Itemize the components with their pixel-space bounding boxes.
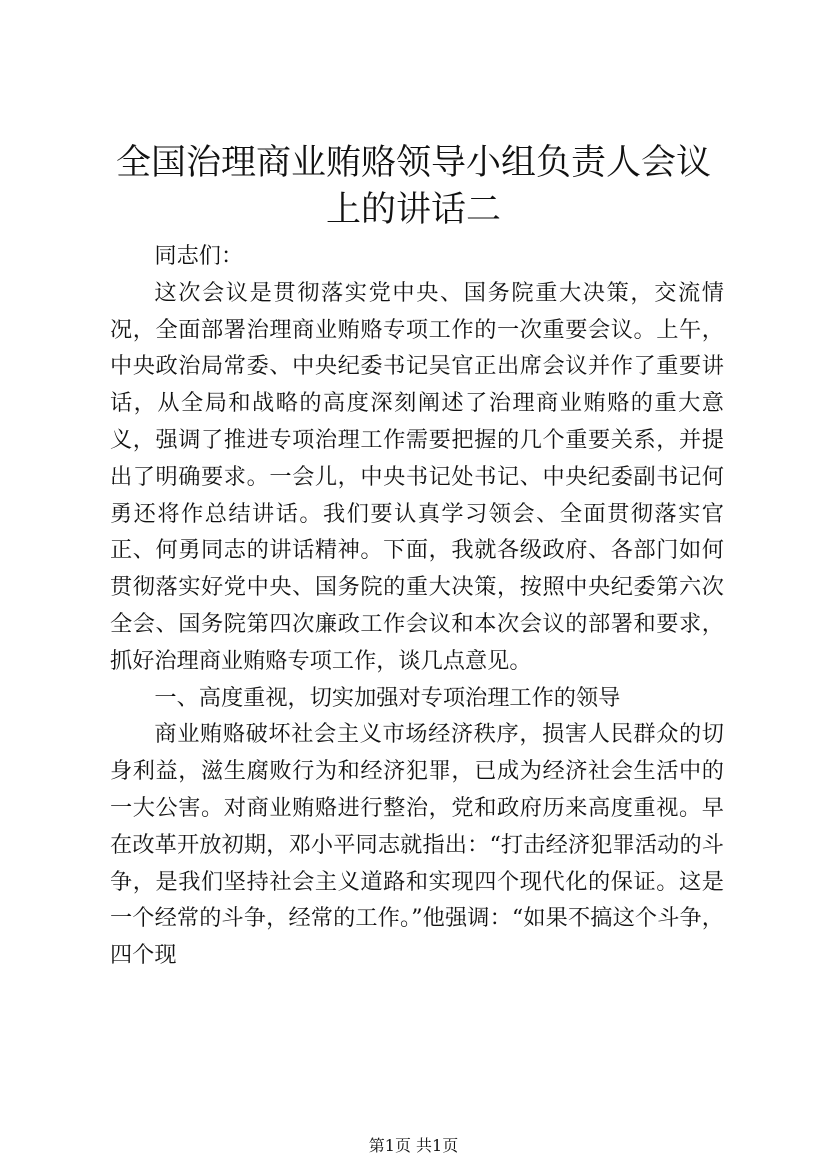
page-footer: 第1页 共1页	[368, 1136, 459, 1155]
section-heading: 一、高度重视，切实加强对专项治理工作的领导	[154, 684, 621, 711]
salutation-paragraph: 同志们：	[154, 243, 244, 269]
intro-paragraph: 这次会议是贯彻落实党中央、国务院重大决策，交流情况，全面部署治理商业贿赂专项工作的一次重要会议。上午，中央政治局常委、中央纪委书记吴官正出席会议并作了重要讲话，从全局和战略的高度深刻阐述了治理商业贿赂的重大意义，强调了推进专项治理工作需要把握的几个重要关系，并提出了明确要求。一会儿，中央书记处书记、中央纪委副书记何勇还将作总结讲话。我们要认真学习领会、全面贯彻落实官正、何勇同志的讲话精神。下面，我就各级政府、各部门如何贯彻落实好党中央、国务院的重大决策，按照中央纪委第六次全会、国务院第四次廉政工作会议和本次会议的部署和要求，抓好治理商业贿赂专项工作，谈几点意见。	[110, 279, 724, 674]
document-title: 全国治理商业贿赂领导小组负责人会议上的讲话二	[115, 143, 711, 230]
document-body	[110, 238, 724, 974]
section-paragraph: 商业贿赂破坏社会主义市场经济秩序，损害人民群众的切身利益，滋生腐败行为和经济犯罪，已成为经济社会生活中的一大公害。对商业贿赂进行整治，党和政府历来高度重视。早在改革开放初期，邓小平同志就指出：“打击经济犯罪活动的斗争，是我们坚持社会主义道路和实现四个现代化的保证。这是一个经常的斗争，经常的工作。”他强调：“如果不搞这个斗争，四个现	[110, 721, 724, 969]
